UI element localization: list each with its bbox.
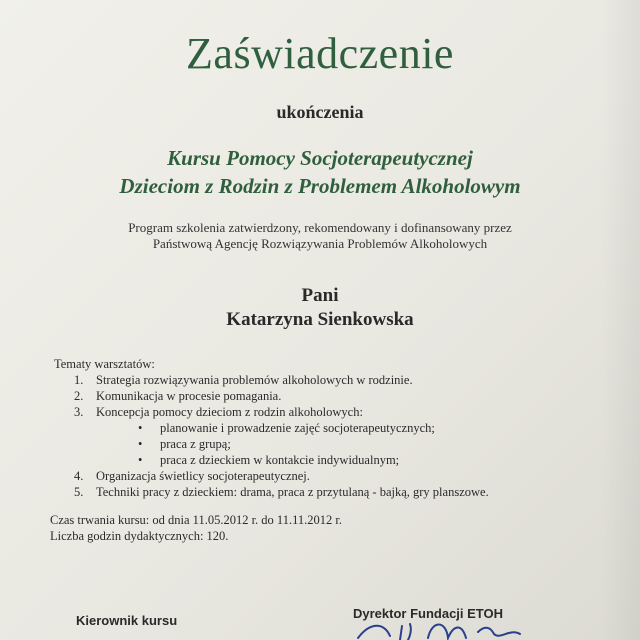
- topic-item: [74, 469, 310, 484]
- recipient-salutation: Pani: [301, 285, 339, 306]
- topic-number: 4.: [74, 469, 84, 483]
- program-note-line-2: Państwową Agencję Rozwiązywania Problemów Alkoholowych: [152, 236, 488, 251]
- topic-number: 1.: [74, 373, 84, 387]
- recipient-name: Katarzyna Sienkowska: [226, 309, 414, 330]
- director-label: Dyrektor Fundacji ETOH: [353, 606, 504, 621]
- topic-subitem: [138, 437, 231, 452]
- topic-text: Strategia rozwiązywania problemów alkoholowych w rodzinie.: [96, 373, 413, 387]
- subitem-text: praca z dzieckiem w kontakcie indywidualnym;: [160, 453, 400, 467]
- course-name-line-2: Dzieciom z Rodzin z Problemem Alkoholowym: [119, 174, 521, 198]
- bullet-icon: •: [138, 437, 143, 451]
- topic-item: [74, 389, 281, 404]
- certificate-subtitle: ukończenia: [276, 102, 364, 122]
- program-note-line-1: Program szkolenia zatwierdzony, rekomendowany i dofinansowany przez: [128, 220, 512, 235]
- bullet-icon: •: [138, 421, 143, 435]
- topic-number: 2.: [74, 389, 84, 403]
- topic-text: Techniki pracy z dzieckiem: drama, praca z przytulaną - bajką, gry planszowe.: [96, 485, 489, 499]
- topic-subitem: [138, 421, 435, 436]
- handwritten-signature: [350, 618, 550, 640]
- course-duration: Czas trwania kursu: od dnia 11.05.2012 r. do 11.11.2012 r.: [50, 513, 342, 527]
- topic-number: 3.: [74, 405, 84, 419]
- topic-subitem: [138, 453, 399, 468]
- topics-heading: Tematy warsztatów:: [54, 357, 155, 371]
- subitem-text: planowanie i prowadzenie zajęć socjoterapeutycznych;: [160, 421, 435, 435]
- bullet-icon: •: [138, 453, 143, 467]
- course-name-line-1: Kursu Pomocy Socjoterapeutycznej: [167, 146, 473, 170]
- topic-item: [74, 485, 489, 500]
- didactic-hours: Liczba godzin dydaktycznych: 120.: [50, 529, 229, 543]
- topic-item: [74, 405, 363, 420]
- topic-text: Organizacja świetlicy socjoterapeutycznej.: [96, 469, 310, 483]
- course-leader-label: Kierownik kursu: [76, 613, 178, 628]
- topic-number: 5.: [74, 485, 84, 499]
- topic-text: Komunikacja w procesie pomagania.: [96, 389, 282, 403]
- certificate-title: Zaświadczenie: [186, 29, 454, 78]
- topic-text: Koncepcja pomocy dzieciom z rodzin alkoholowych:: [96, 405, 363, 419]
- topic-item: [74, 373, 413, 388]
- subitem-text: praca z grupą;: [160, 437, 231, 451]
